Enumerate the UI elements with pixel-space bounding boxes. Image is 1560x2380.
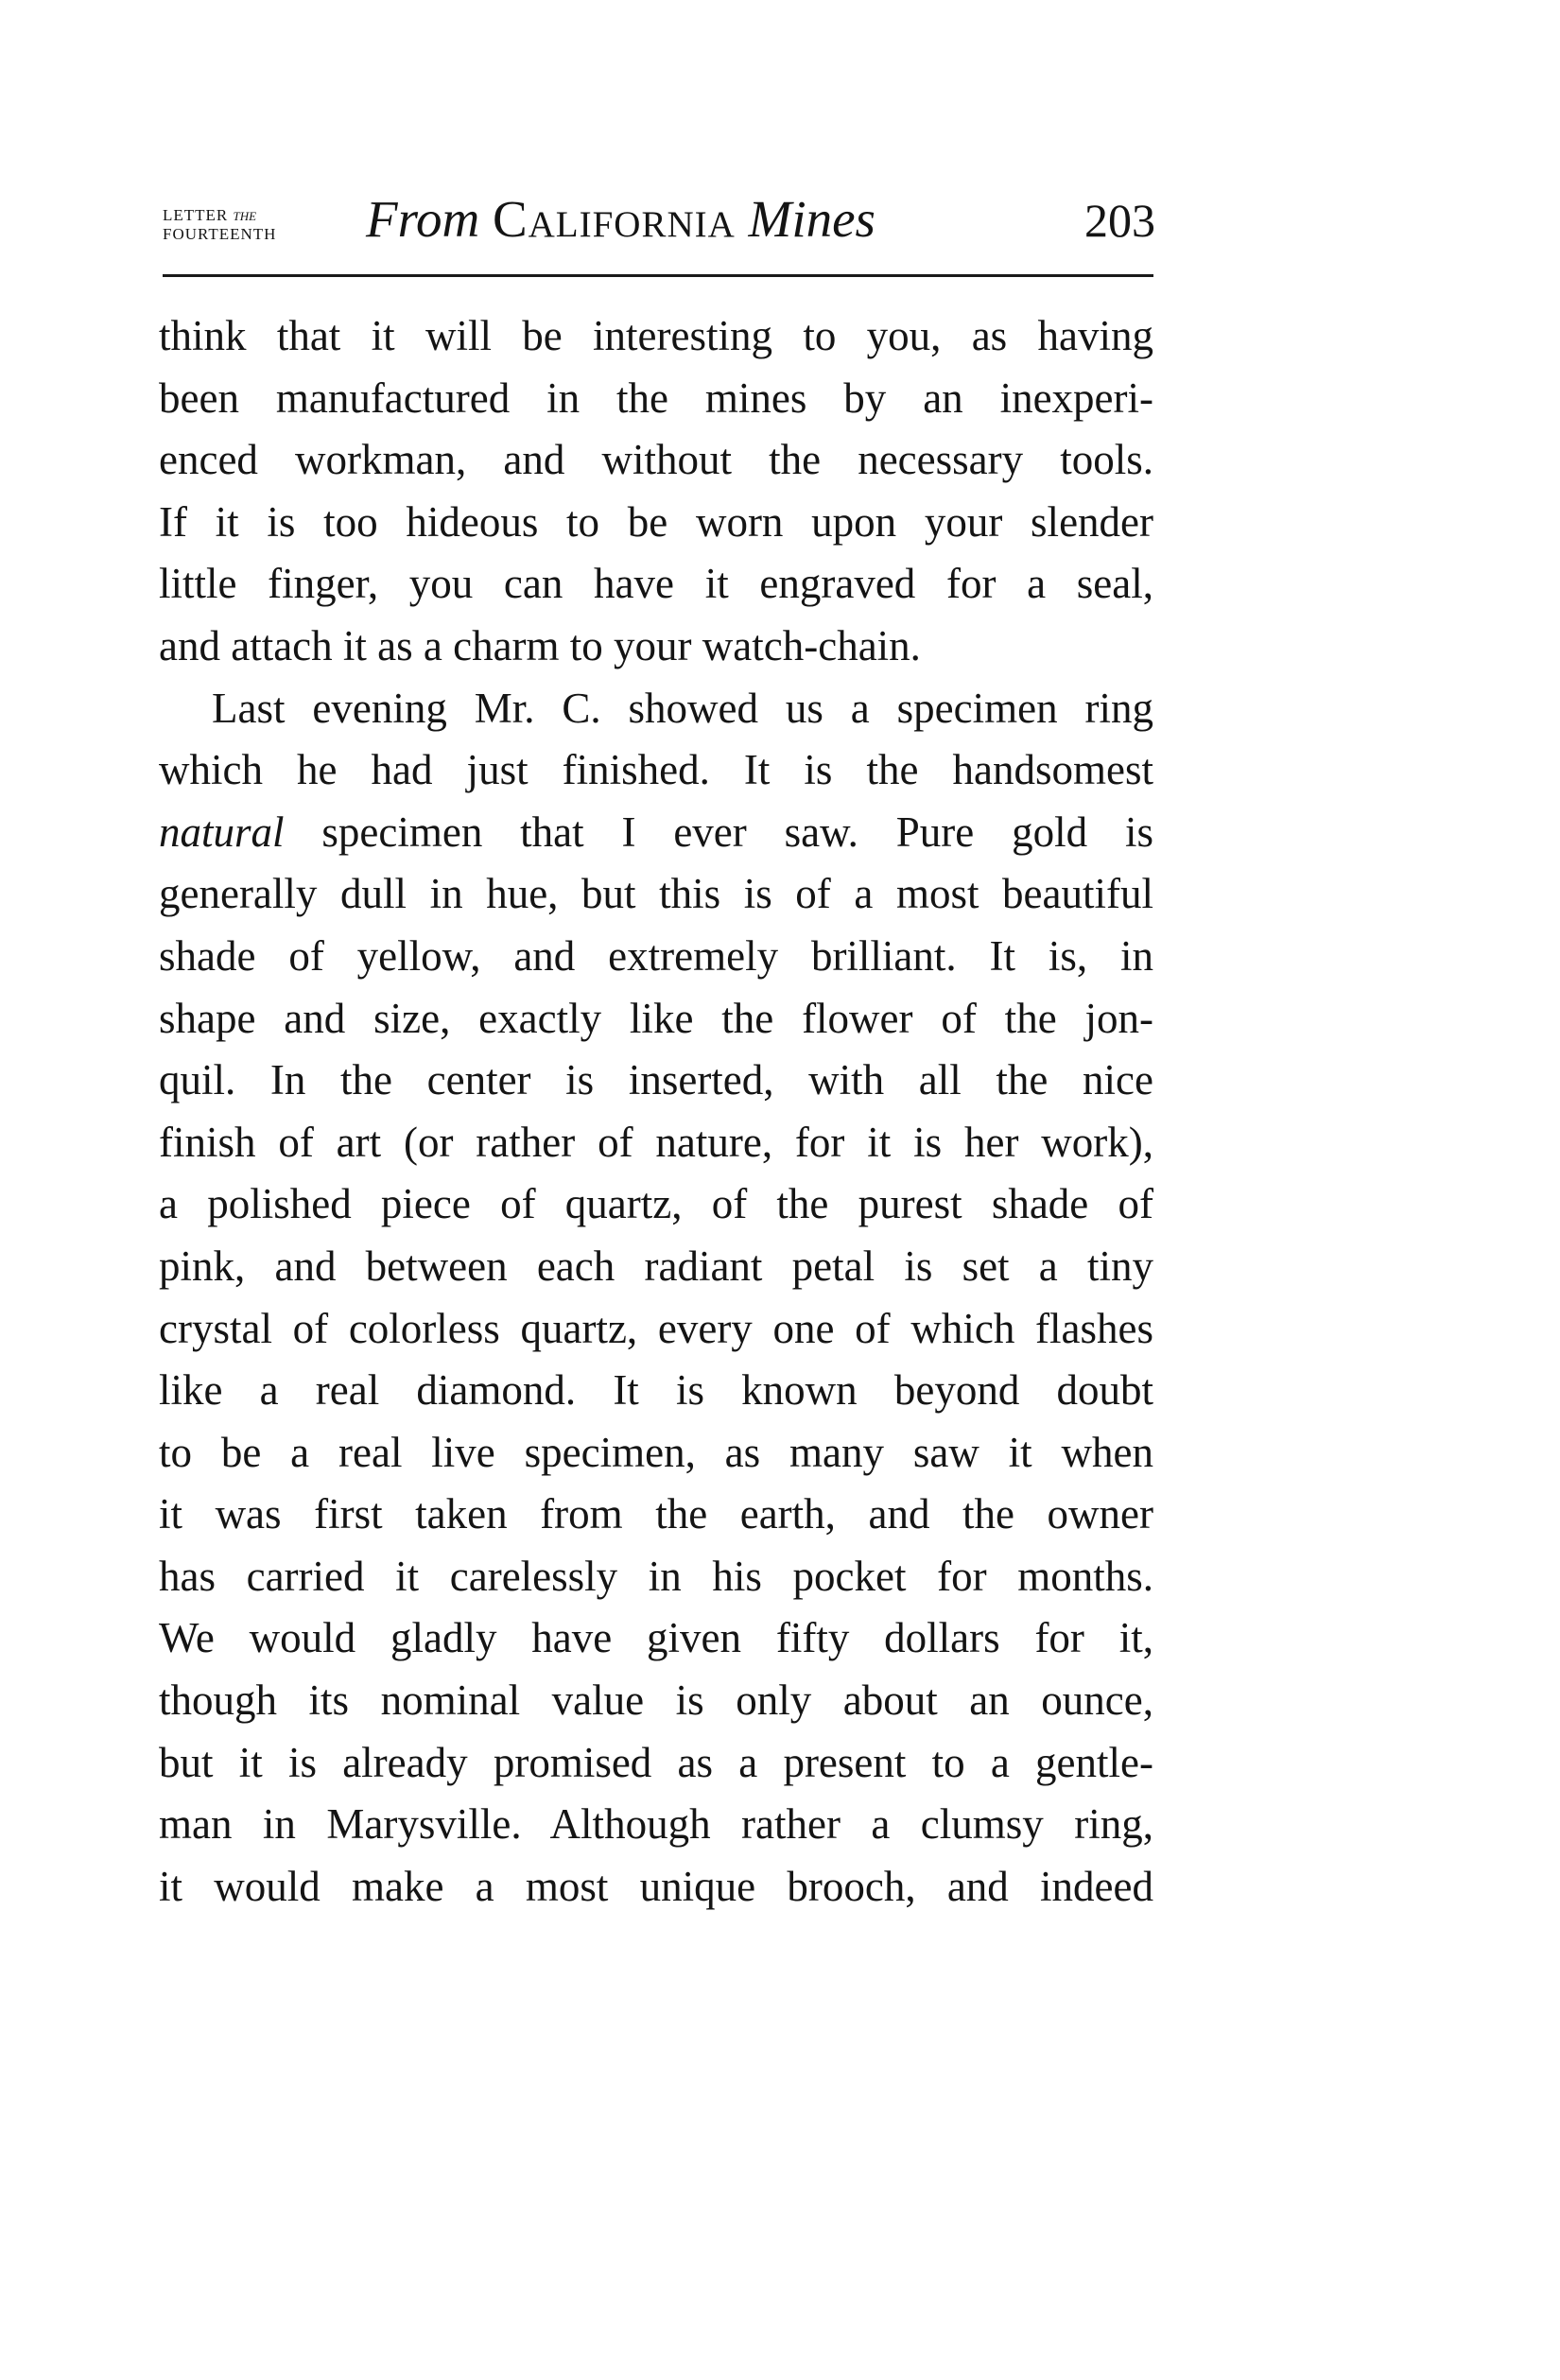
text-line: enced workman, and without the necessary tools.: [159, 436, 1153, 484]
running-head: [163, 185, 1155, 265]
text-line: it was first taken from the earth, and the owner: [159, 1490, 1153, 1538]
text-line: finish of art (or rather of nature, for it is her work),: [159, 1118, 1153, 1166]
title-from: From: [366, 190, 480, 248]
header-rule: [163, 274, 1153, 277]
page-number: 203: [1084, 194, 1155, 247]
section-label: [163, 206, 323, 244]
section-label-bottom: FOURTEENTH: [163, 225, 277, 243]
text-line: shade of yellow, and extremely brilliant. It is, in: [159, 931, 1153, 980]
text-line: crystal of colorless quartz, every one of which flashes: [159, 1304, 1153, 1352]
text-line: think that it will be interesting to you, as having: [159, 312, 1153, 359]
text-line: If it is too hideous to be worn upon your slender: [159, 497, 1153, 546]
title-california: California: [492, 190, 736, 248]
body-text: [159, 305, 1153, 1918]
italic-word: natural: [159, 808, 285, 856]
text-line: quil. In the center is inserted, with all the nice: [159, 1056, 1153, 1104]
text-line: which he had just finished. It is the handsomest: [159, 746, 1153, 794]
text-line: We would gladly have given fifty dollars for it,: [159, 1614, 1153, 1662]
running-title: [366, 189, 875, 250]
text-line: has carried it carelessly in his pocket for months.: [159, 1552, 1153, 1600]
text-line: man in Marysville. Although rather a clumsy ring,: [159, 1800, 1153, 1849]
text-line: but it is already promised as a present to a gentle-: [159, 1738, 1153, 1786]
text-line: little finger, you can have it engraved for a seal,: [159, 560, 1153, 608]
text-line: pink, and between each radiant petal is set a tiny: [159, 1242, 1153, 1290]
title-mines: Mines: [748, 190, 875, 248]
text-line: though its nominal value is only about an ounce,: [159, 1676, 1153, 1725]
text-line: to be a real live specimen, as many saw it when: [159, 1428, 1153, 1476]
text-line: generally dull in hue, but this is of a most beautiful: [159, 870, 1153, 918]
section-label-word: the: [233, 205, 257, 225]
text-line: shape and size, exactly like the flower of the jon-: [159, 994, 1153, 1042]
text-line: like a real diamond. It is known beyond doubt: [159, 1366, 1153, 1415]
text-line: it would make a most unique brooch, and indeed: [159, 1862, 1153, 1910]
text-line: been manufactured in the mines by an inexperi-: [159, 374, 1153, 422]
text-line-with-italic: [159, 802, 1153, 864]
text-line: and attach it as a charm to your watch-chain.: [159, 621, 921, 669]
text-line-rest: specimen that I ever saw. Pure gold is: [284, 808, 1153, 856]
text-line: Last evening Mr. C. showed us a specimen ring: [212, 684, 1153, 732]
text-line: a polished piece of quartz, of the purest shade of: [159, 1180, 1153, 1228]
section-label-top: LETTER: [163, 206, 229, 224]
